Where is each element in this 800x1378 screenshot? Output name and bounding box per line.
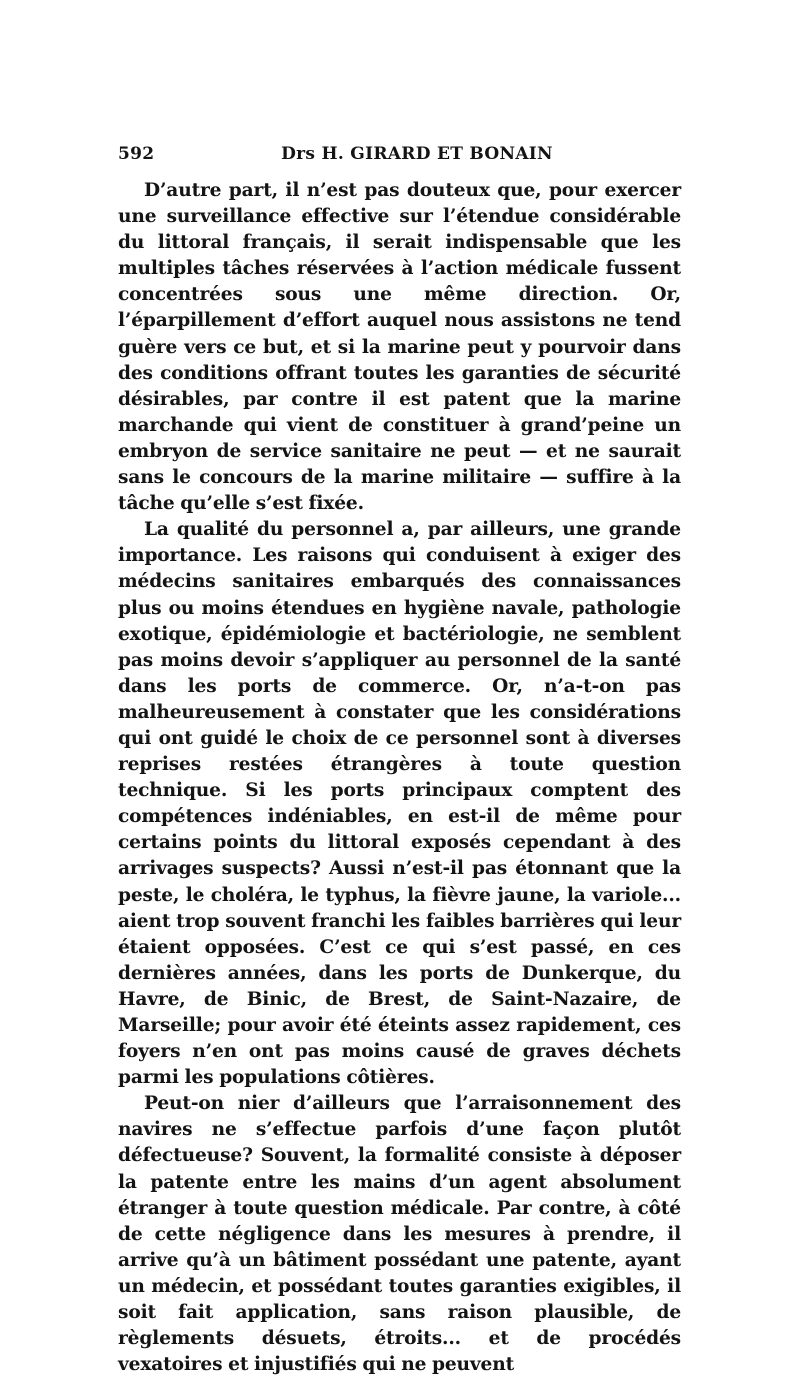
paragraph: Peut-on nier d’ailleurs que l’arraisonnement des navires ne s’effectue parfois d’une façon plutôt défectueuse? Souvent, la formalité consiste à déposer la patente entre les mains d’un agent absolument étranger à toute question médicale. Par contre, à côté de cette négligence dans les mesures à prendre, il arrive qu’à un bâtiment possédant une patente, ayant un médecin, et possédant toutes garanties exigibles, il soit fait application, sans raison plausible, de règlements désuets, étroits... et de procédés vexatoires et injustifiés qui ne peuvent <box>118 1093 681 1376</box>
paragraph: D’autre part, il n’est pas douteux que, pour exercer une surveillance effective sur l’étendue considérable du littoral français, il serait indispensable que les multiples tâches réservées à l’action médicale fussent concentrées sous une même direction. Or, l’éparpillement d’effort auquel nous assistons ne tend guère vers ce but, et si la marine peut y pourvoir dans des conditions offrant toutes les garanties de sécurité désirables, par contre il est patent que la marine marchande qui vient de constituer à grand’peine un embryon de service sanitaire ne peut — et ne saurait sans le concours de la marine militaire — suffire à la tâche qu’elle s’est fixée. <box>118 180 681 515</box>
running-head: Drs H. GIRARD ET BONAIN <box>281 144 553 164</box>
page-number: 592 <box>118 144 155 164</box>
page-header <box>118 144 680 170</box>
body-text <box>118 178 681 1378</box>
paragraph: La qualité du personnel a, par ailleurs, une grande importance. Les raisons qui conduisent à exiger des médecins sanitaires embarqués des connaissances plus ou moins étendues en hygiène navale, pathologie exotique, épidémiologie et bactériologie, ne semblent pas moins devoir s’appliquer au personnel de la santé dans les ports de commerce. Or, n’a-t-on pas malheureusement à constater que les considérations qui ont guidé le choix de ce personnel sont à diverses reprises restées étrangères à toute question technique. Si les ports principaux comptent des compétences indéniables, en est-il de même pour certains points du littoral exposés cependant à des arrivages suspects? Aussi n’est-il pas étonnant que la peste, le choléra, le typhus, la fièvre jaune, la variole... aient trop souvent franchi les faibles barrières qui leur étaient opposées. C’est ce qui s’est passé, en ces dernières années, dans les ports de Dunkerque, du Havre, de Binic, de Brest, de Saint-Nazaire, de Marseille; pour avoir été éteints assez rapidement, ces foyers n’en ont pas moins causé de graves déchets parmi les populations côtières. <box>118 519 681 1089</box>
